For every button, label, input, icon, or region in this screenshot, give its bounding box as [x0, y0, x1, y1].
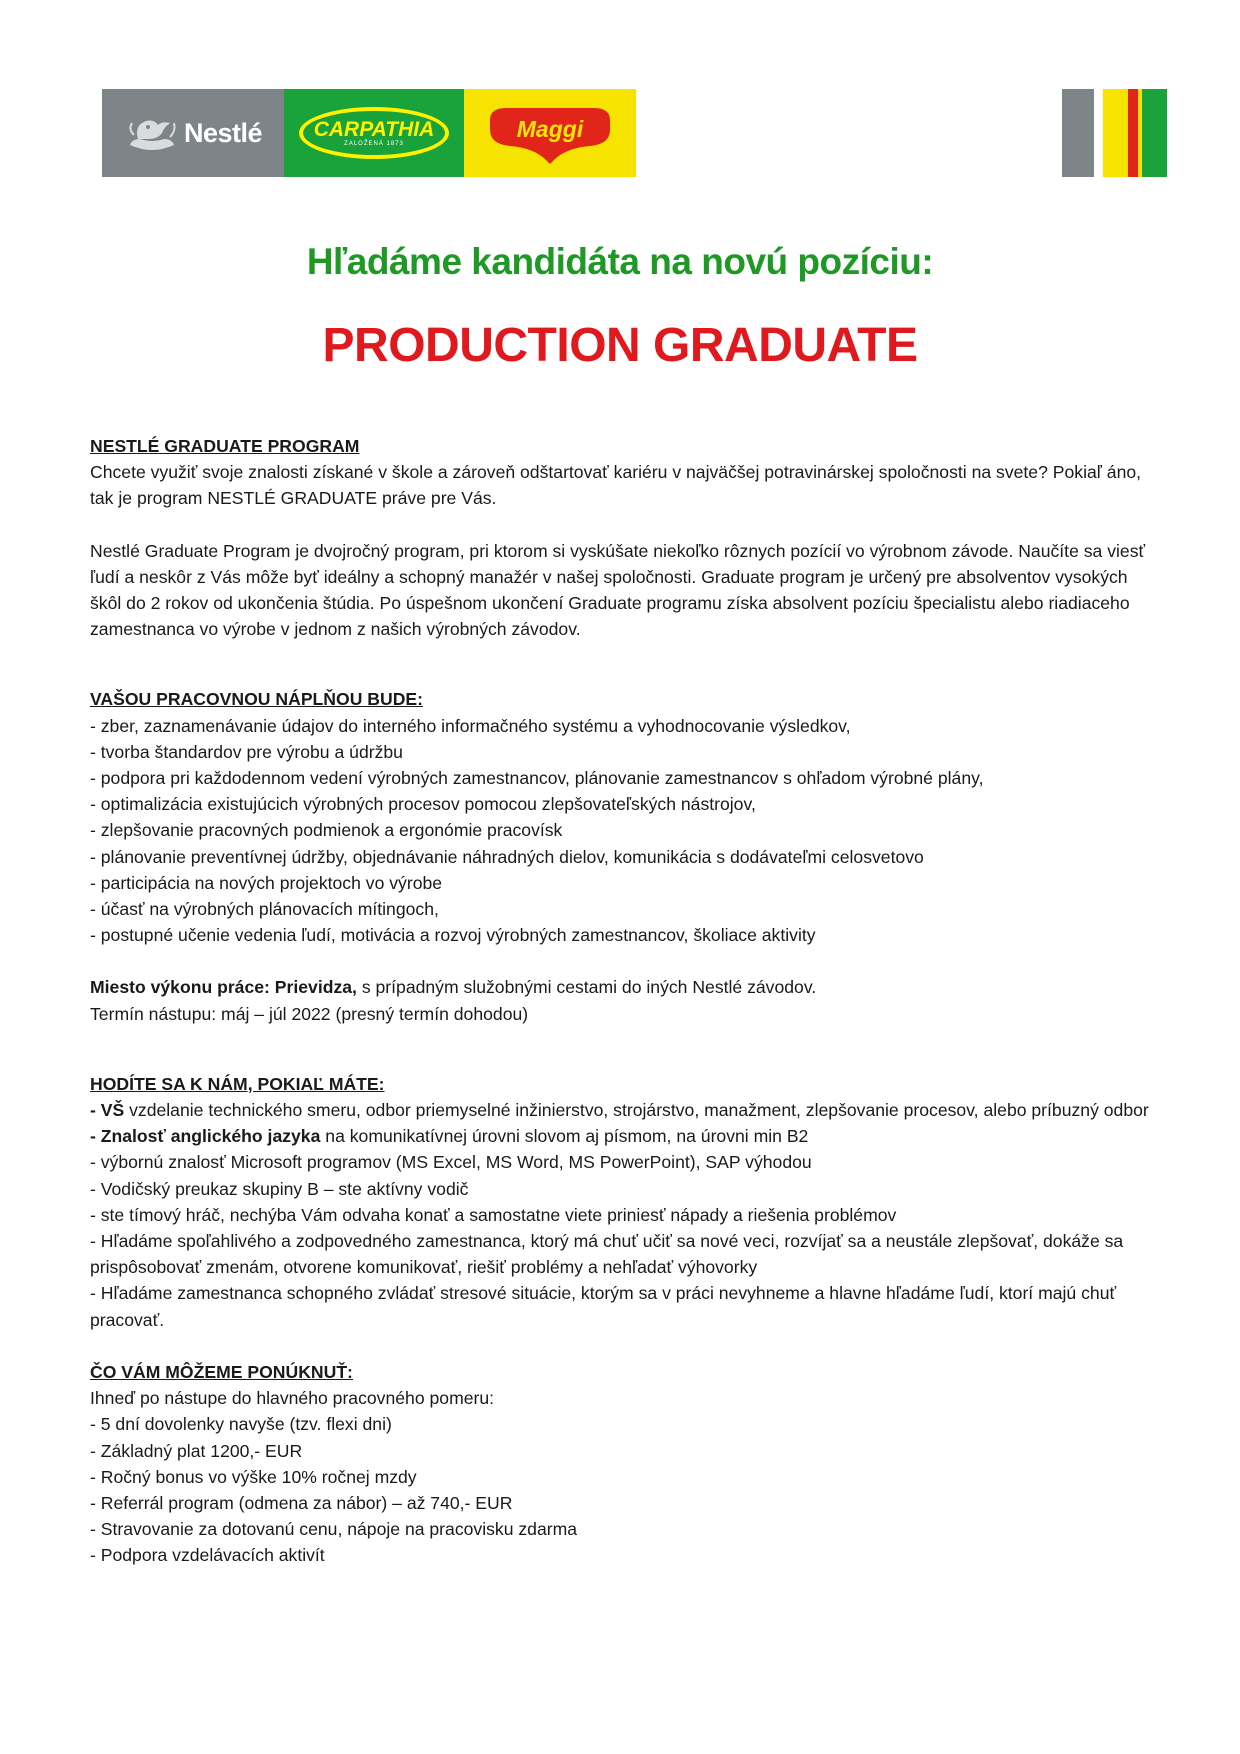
duty-item: - zlepšovanie pracovných podmienok a ergonómie pracovísk — [90, 820, 563, 841]
requirement-language-label: - Znalosť anglického jazyka — [90, 1126, 321, 1147]
brand-logos — [102, 89, 636, 177]
requirement-item: - Hľadáme zamestnanca schopného zvládať stresové situácie, ktorým sa v práci nevyhneme a hlavne hľadáme ľudí, ktorí majú chuť pracovať. — [90, 1283, 1117, 1330]
duty-item: - zber, zaznamenávanie údajov do interného informačného systému a vyhodnocovanie výsledkov, — [90, 715, 851, 736]
nestle-logo — [102, 89, 284, 177]
offer-item: - Referrál program (odmena za nábor) – až 740,- EUR — [90, 1492, 513, 1513]
requirements-heading: HODÍTE SA K NÁM, POKIAĽ MÁTE: — [90, 1073, 385, 1094]
stripe-green — [1142, 89, 1167, 177]
duty-item: - postupné učenie vedenia ľudí, motivácia a rozvoj výrobných zamestnancov, školiace aktivity — [90, 925, 816, 946]
offer-item: - 5 dní dovolenky navyše (tzv. flexi dni) — [90, 1414, 392, 1435]
job-description — [90, 433, 1160, 1569]
start-date: Termín nástupu: máj – júl 2022 (presný termín dohodou) — [90, 1003, 529, 1024]
position-title: PRODUCTION GRADUATE — [322, 319, 918, 372]
requirement-item: - Hľadáme spoľahlivého a zodpovedného zamestnanca, ktorý má chuť učiť sa nové veci, rozvíjať sa a neustále zlepšovať, dokáže sa prispôsobovať zmenám, otvorene komunikovať, riešiť problémy a nehľadať výhovorky — [90, 1231, 1124, 1278]
nestle-wordmark: Nestlé — [183, 117, 263, 148]
requirement-item: - ste tímový hráč, nechýba Vám odvaha konať a samostatne viete priniesť nápady a riešenia problémov — [90, 1204, 897, 1225]
work-location — [90, 974, 1160, 1000]
hiring-intro-heading: Hľadáme kandidáta na novú pozíciu: — [306, 241, 934, 282]
stripe-red — [1128, 89, 1138, 177]
offer-intro: Ihneď po nástupe do hlavného pracovného pomeru: — [90, 1388, 495, 1409]
carpathia-wordmark: CARPATHIA — [313, 117, 435, 141]
offer-heading: ČO VÁM MÔŽEME PONÚKNUŤ: — [90, 1361, 353, 1382]
program-intro: Chcete využiť svoje znalosti získané v škole a zároveň odštartovať kariéru v najväčšej potravinárskej spoločnosti na svete? Pokiaľ áno, tak je program NESTLÉ GRADUATE práve pre Vás. — [90, 462, 1142, 509]
offer-item: - Stravovanie za dotovanú cenu, nápoje na pracovisku zdarma — [90, 1519, 578, 1540]
carpathia-founded: ZALOŽENÁ 1873 — [344, 140, 404, 147]
offer-item: - Základný plat 1200,- EUR — [90, 1440, 303, 1461]
stripe-gray — [1062, 89, 1094, 177]
requirement-education — [90, 1097, 1160, 1123]
duty-item: - podpora pri každodennom vedení výrobných zamestnancov, plánovanie zamestnancov s ohľadom výrobné plány, — [90, 768, 984, 789]
nest-birds-icon — [124, 111, 180, 155]
carpathia-logo — [284, 89, 464, 177]
brand-color-stripes — [1062, 89, 1167, 177]
stripe-white — [1094, 89, 1103, 177]
requirement-education-text: vzdelanie technického smeru, odbor priemyselné inžinierstvo, strojárstvo, manažment, zlepšovanie procesov, alebo príbuzný odbor — [124, 1100, 1149, 1121]
duty-item: - účasť na výrobných plánovacích mítingoch, — [90, 899, 439, 920]
program-heading: NESTLÉ GRADUATE PROGRAM — [90, 436, 360, 456]
duty-item: - plánovanie preventívnej údržby, objednávanie náhradných dielov, komunikácia s dodávateľmi celosvetovo — [90, 846, 924, 867]
duty-item: - optimalizácia existujúcich výrobných procesov pomocou zlepšovateľských nástrojov, — [90, 794, 756, 815]
duty-item: - participácia na nových projektoch vo výrobe — [90, 872, 443, 893]
offer-item: - Podpora vzdelávacích aktivít — [90, 1545, 325, 1566]
carpathia-oval — [299, 107, 449, 159]
requirement-education-label: - VŠ — [90, 1100, 125, 1121]
duties-heading: VAŠOU PRACOVNOU NÁPLŇOU BUDE: — [90, 689, 423, 710]
maggi-logo — [464, 89, 636, 177]
maggi-wordmark: Maggi — [516, 116, 584, 142]
program-description: Nestlé Graduate Program je dvojročný program, pri ktorom si vyskúšate niekoľko rôznych pozícií vo výrobnom závode. Naučíte sa viesť ľudí a neskôr z Vás môže byť ideálny a schopný manažér v našej spoločnosti. Graduate program je určený pre absolventov vysokých škôl do 2 rokov od ukončenia štúdia. Po úspešnom ukončení Graduate programu získa absolvent pozíciu špecialistu alebo riadiaceho zamestnanca vo výrobe v jednom z našich výrobných závodov. — [90, 540, 1146, 640]
requirement-language — [90, 1123, 1160, 1149]
offer-item: - Ročný bonus vo výške 10% ročnej mzdy — [90, 1466, 417, 1487]
work-location-label: Miesto výkonu práce: Prievidza, — [90, 977, 357, 998]
duty-item: - tvorba štandardov pre výrobu a údržbu — [90, 741, 403, 762]
requirement-item: - Vodičský preukaz skupiny B – ste aktívny vodič — [90, 1178, 469, 1199]
requirement-language-text: na komunikatívnej úrovni slovom aj písmom, na úrovni min B2 — [320, 1126, 809, 1147]
stripe-yellow — [1103, 89, 1128, 177]
work-location-note: s prípadným služobnými cestami do iných Nestlé závodov. — [356, 977, 817, 998]
requirement-item: - výbornú znalosť Microsoft programov (MS Excel, MS Word, MS PowerPoint), SAP výhodou — [90, 1152, 812, 1173]
